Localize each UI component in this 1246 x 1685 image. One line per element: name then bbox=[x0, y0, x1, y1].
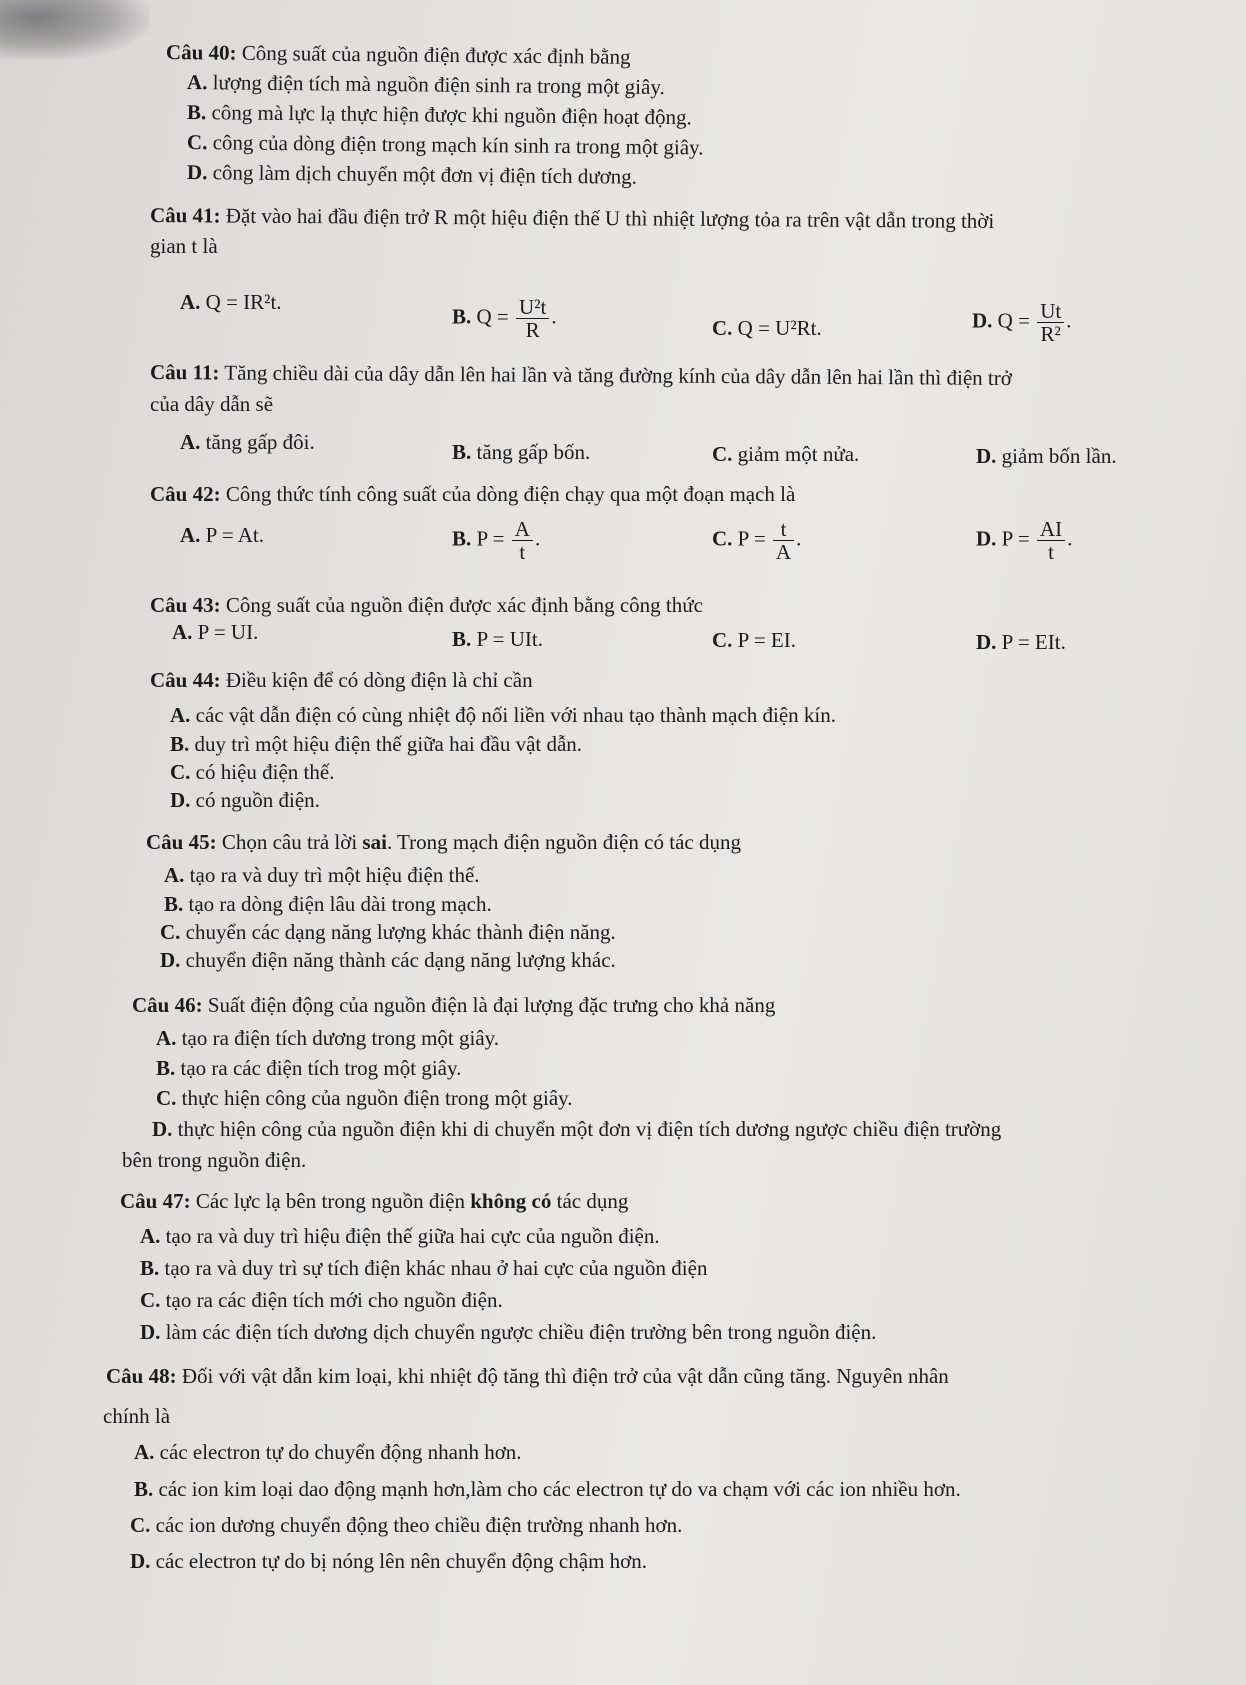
question-42-option-a: A. P = At. bbox=[180, 523, 265, 547]
question-42-option-d: D. P = $\frac{AI}{t}$ . bbox=[976, 517, 1073, 565]
question-41-option-a: A. Q = IR²t. bbox=[180, 290, 282, 314]
question-46-stem: Câu 46: Suất điện động của nguồn điện là đại lượng đặc trưng cho khả năng bbox=[132, 993, 776, 1017]
question-45-option-b: B. tạo ra dòng điện lâu dài trong mạch. bbox=[164, 892, 492, 916]
question-44-option-a: A. các vật dẫn điện có cùng nhiệt độ nối liền với nhau tạo thành mạch điện kín. bbox=[170, 703, 837, 727]
fraction: $\frac{t}{A}$ bbox=[773, 518, 794, 563]
question-48-stem: Câu 48: Đối với vật dẫn kim loại, khi nhiệt độ tăng thì điện trở của vật dẫn cũng tăng. Nguyên nhân bbox=[106, 1364, 949, 1388]
question-40-option-c: C. công của dòng điện trong mạch kín sinh ra trong một giây. bbox=[186, 130, 704, 160]
question-42-stem: Câu 42: Công thức tính công suất của dòng điện chạy qua một đoạn mạch là bbox=[150, 482, 796, 506]
question-43-option-c: C. P = EI. bbox=[712, 628, 796, 652]
question-41-option-c: C. Q = U²Rt. bbox=[712, 316, 822, 340]
fraction: $\frac{A}{t}$ bbox=[512, 518, 533, 563]
question-45-option-d: D. chuyển điện năng thành các dạng năng lượng khác. bbox=[160, 948, 616, 972]
question-41-stem-line2: gian t là bbox=[150, 234, 218, 258]
question-44-option-d: D. có nguồn điện. bbox=[170, 788, 320, 812]
question-46-option-c: C. thực hiện công của nguồn điện trong một giây. bbox=[156, 1086, 573, 1110]
question-40-option-b: B. công mà lực lạ thực hiện được khi nguồn điện hoạt động. bbox=[186, 100, 692, 130]
question-47-option-c: C. tạo ra các điện tích mới cho nguồn điện. bbox=[140, 1288, 503, 1312]
question-11-stem-line2: của dây dẫn sẽ bbox=[150, 392, 274, 416]
question-40-stem: Câu 40: Công suất của nguồn điện được xác định bằng bbox=[165, 40, 631, 69]
question-40-option-d: D. công làm dịch chuyển một đơn vị điện tích dương. bbox=[186, 160, 638, 189]
question-11-option-a: A. tăng gấp đôi. bbox=[180, 430, 315, 454]
question-11-stem: Câu 11: Tăng chiều dài của dây dẫn lên hai lần và tăng đường kính của dây dẫn lên hai lần thì điện trở bbox=[149, 360, 1012, 391]
shadow-corner bbox=[0, 0, 150, 60]
question-45-option-c: C. chuyển các dạng năng lượng khác thành điện năng. bbox=[160, 920, 616, 944]
question-48-option-a: A. các electron tự do chuyển động nhanh hơn. bbox=[134, 1440, 522, 1464]
question-48-option-c: C. các ion dương chuyển động theo chiều điện trường nhanh hơn. bbox=[130, 1513, 683, 1537]
question-44-option-c: C. có hiệu điện thế. bbox=[170, 760, 335, 784]
question-47-option-b: B. tạo ra và duy trì sự tích điện khác nhau ở hai cực của nguồn điện bbox=[140, 1256, 708, 1280]
question-41-option-b: B. Q = $\frac{\text{U²t}}{R}$ . bbox=[452, 295, 557, 343]
question-46-option-b: B. tạo ra các điện tích trog một giây. bbox=[156, 1056, 462, 1080]
question-45-stem: Câu 45: Chọn câu trả lời sai. Trong mạch điện nguồn điện có tác dụng bbox=[146, 830, 741, 854]
question-11-option-d: D. giảm bốn lần. bbox=[976, 444, 1117, 468]
question-42-option-b: B. P = $\frac{A}{t}$ . bbox=[452, 517, 541, 565]
question-45-option-a: A. tạo ra và duy trì một hiệu điện thế. bbox=[164, 863, 480, 887]
question-43-option-d: D. P = EIt. bbox=[976, 630, 1066, 654]
question-11-option-c: C. giảm một nửa. bbox=[712, 442, 860, 466]
question-41-stem: Câu 41: Đặt vào hai đầu điện trở R một hiệu điện thế U thì nhiệt lượng tỏa ra trên vật dẫn trong thời bbox=[149, 203, 995, 233]
question-43-option-b: B. P = UIt. bbox=[452, 627, 544, 651]
question-42-option-c: C. P = $\frac{t}{A}$ . bbox=[712, 517, 802, 565]
question-41-option-d: D. Q = $\frac{Ut}{\text{R²}}$ . bbox=[972, 299, 1072, 347]
question-40-option-a: A. lượng điện tích mà nguồn điện sinh ra trong một giây. bbox=[186, 70, 665, 100]
question-46-option-a: A. tạo ra điện tích dương trong một giây. bbox=[156, 1026, 500, 1050]
question-48-stem-line2: chính là bbox=[103, 1404, 171, 1428]
fraction: $\frac{Ut}{\text{R²}}$ bbox=[1037, 300, 1064, 345]
question-43-option-a: A. P = UI. bbox=[172, 620, 259, 644]
question-48-option-d: D. các electron tự do bị nóng lên nên chuyển động chậm hơn. bbox=[130, 1549, 648, 1573]
question-44-stem: Câu 44: Điều kiện để có dòng điện là chỉ cần bbox=[150, 668, 533, 692]
question-47-stem: Câu 47: Các lực lạ bên trong nguồn điện không có tác dụng bbox=[120, 1189, 629, 1213]
question-46-option-d-line2: bên trong nguồn điện. bbox=[122, 1148, 307, 1172]
question-47-option-d: D. làm các điện tích dương dịch chuyển ngược chiều điện trường bên trong nguồn điện. bbox=[140, 1320, 877, 1344]
question-43-stem: Câu 43: Công suất của nguồn điện được xác định bằng công thức bbox=[150, 593, 703, 617]
question-47-option-a: A. tạo ra và duy trì hiệu điện thế giữa hai cực của nguồn điện. bbox=[140, 1224, 660, 1248]
question-48-option-b: B. các ion kim loại dao động mạnh hơn,làm cho các electron tự do va chạm với các ion nhiều hơn. bbox=[134, 1477, 961, 1501]
question-46-option-d: D. thực hiện công của nguồn điện khi di chuyển một đơn vị điện tích dương ngược chiều điện trường bbox=[152, 1117, 1002, 1141]
fraction: $\frac{\text{U²t}}{R}$ bbox=[516, 296, 549, 341]
question-44-option-b: B. duy trì một hiệu điện thế giữa hai đầu vật dẫn. bbox=[170, 732, 583, 756]
fraction: $\frac{AI}{t}$ bbox=[1037, 518, 1065, 563]
question-11-option-b: B. tăng gấp bốn. bbox=[452, 440, 591, 464]
